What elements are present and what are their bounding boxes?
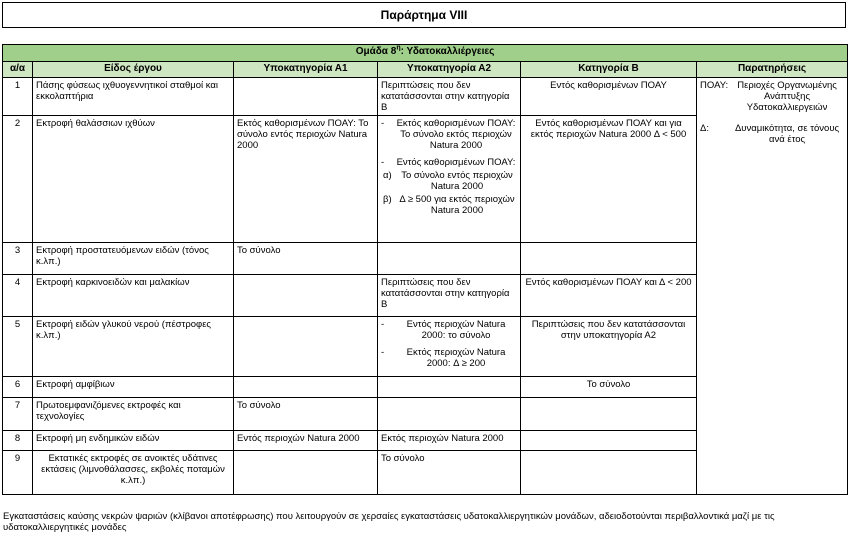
subcategory-a2-cell [378, 377, 521, 398]
category-b-cell: Εντός καθορισμένων ΠΟΑΥ και για εκτός περιοχών Natura 2000 Δ < 500 [521, 116, 697, 243]
a2-list-item: - Εκτός περιοχών Natura 2000: Δ ≥ 200 [381, 347, 506, 369]
aquaculture-table [2, 44, 848, 495]
row-number: 2 [3, 116, 33, 243]
project-type: Εκτατικές εκτροφές σε ανοικτές υδάτινες εκτάσεις (λιμνοθάλασσες, εκβολές ποταμών κ.λπ.) [33, 451, 234, 495]
group-title: Ομάδα $8^\eta$: Υδατοκαλλιέργειες [3, 45, 848, 62]
note-value: Περιοχές Οργανωμένης Ανάπτυξης Υδατοκαλλιεργειών [737, 80, 837, 113]
col-header-category-b: Κατηγορία Β [521, 62, 697, 78]
a2-list-item: - Εκτός καθορισμένων ΠΟΑΥ: Το σύνολο εκτός περιοχών Natura 2000 [381, 118, 516, 151]
subcategory-a1-cell [234, 451, 378, 495]
category-b-cell: Το σύνολο [521, 377, 697, 398]
category-b-cell [521, 243, 697, 275]
row-number: 3 [3, 243, 33, 275]
category-b-cell [521, 398, 697, 431]
a2-list-item: - Εντός καθορισμένων ΠΟΑΥ: [381, 157, 516, 168]
note-key: Δ: [700, 123, 709, 134]
subcategory-a1-cell: Το σύνολο [234, 243, 378, 275]
category-b-cell: Εντός καθορισμένων ΠΟΑΥ [521, 78, 697, 116]
category-b-cell: Περιπτώσεις που δεν κατατάσσονται στην υποκατηγορία Α2 [521, 317, 697, 377]
subcategory-a2-cell: Εκτός περιοχών Natura 2000 [378, 431, 521, 451]
category-b-cell [521, 451, 697, 495]
column-header-row [3, 62, 848, 78]
col-header-remarks: Παρατηρήσεις [697, 62, 848, 78]
subcategory-a2-cell [378, 398, 521, 431]
subcategory-a1-cell [234, 78, 378, 116]
subcategory-a2-cell: Περιπτώσεις που δεν κατατάσσονται στην κατηγορία Β [378, 78, 521, 116]
row-number: 8 [3, 431, 33, 451]
subcategory-a1-cell: Εκτός καθορισμένων ΠΟΑΥ: Το σύνολο εντός περιοχών Natura 2000 [234, 116, 378, 243]
row-number: 6 [3, 377, 33, 398]
subcategory-a2-cell [378, 116, 521, 243]
a2-sub-item: α) Το σύνολο εντός περιοχών Natura 2000 [383, 170, 513, 192]
col-header-subcategory-a1: Υποκατηγορία Α1 [234, 62, 378, 78]
col-header-subcategory-a2: Υποκατηγορία Α2 [378, 62, 521, 78]
row-number: 5 [3, 317, 33, 377]
subcategory-a1-cell: Το σύνολο [234, 398, 378, 431]
row-number: 1 [3, 78, 33, 116]
project-type: Εκτροφή θαλάσσιων ιχθύων [33, 116, 234, 243]
project-type: Εκτροφή προστατευόμενων ειδών (τόνος κ.λπ.) [33, 243, 234, 275]
row-number: 4 [3, 275, 33, 317]
category-b-cell: Εντός καθορισμένων ΠΟΑΥ και Δ < 200 [521, 275, 697, 317]
row-number: 9 [3, 451, 33, 495]
project-type: Πρωτοεμφανιζόμενες εκτροφές και τεχνολογίες [33, 398, 234, 431]
subcategory-a2-cell [378, 243, 521, 275]
subcategory-a2-cell: Περιπτώσεις που δεν κατατάσσονται στην κατηγορία Β [378, 275, 521, 317]
project-type: Πάσης φύσεως ιχθυογεννητικοί σταθμοί και εκκολαπτήρια [33, 78, 234, 116]
row-number: 7 [3, 398, 33, 431]
table-row [3, 78, 848, 116]
subcategory-a1-cell [234, 275, 378, 317]
subcategory-a1-cell: Εντός περιοχών Natura 2000 [234, 431, 378, 451]
note-poay [700, 80, 844, 113]
project-type: Εκτροφή μη ενδημικών ειδών [33, 431, 234, 451]
annex-title: Παράρτημα VIII [380, 8, 468, 22]
footnote: Εγκαταστάσεις καύσης νεκρών ψαριών (κλίβανοι αποτέφρωσης) που λειτουργούν σε χερσαίες εγκαταστάσεις υδατοκαλλιεργητικών μονάδων, αδειοδοτούνται περιβαλλοντικά μαζί με τις υδατοκαλλιεργητικές μονάδες [3, 511, 775, 533]
project-type: Εκτροφή καρκινοειδών και μαλακίων [33, 275, 234, 317]
subcategory-a2-cell [378, 317, 521, 377]
category-b-cell [521, 431, 697, 451]
col-header-number: α/α [3, 62, 33, 78]
subcategory-a1-cell [234, 317, 378, 377]
col-header-project-type: Είδος έργου [33, 62, 234, 78]
subcategory-a2-cell: Το σύνολο [378, 451, 521, 495]
project-type: Εκτροφή αμφίβιων [33, 377, 234, 398]
note-key: ΠΟΑΥ: [700, 80, 729, 91]
note-value: Δυναμικότητα, σε τόνους ανά έτος [734, 123, 840, 145]
a2-sub-item: β) Δ ≥ 500 για εκτός περιοχών Natura 2000 [383, 194, 515, 216]
project-type: Εκτροφή ειδών γλυκού νερού (πέστροφες κ.λπ.) [33, 317, 234, 377]
annex-title-box [2, 2, 846, 28]
note-delta [700, 123, 844, 145]
remarks-cell [697, 78, 848, 495]
group-header-row [3, 45, 848, 62]
subcategory-a1-cell [234, 377, 378, 398]
a2-list-item: - Εντός περιοχών Natura 2000: το σύνολο [381, 319, 506, 341]
